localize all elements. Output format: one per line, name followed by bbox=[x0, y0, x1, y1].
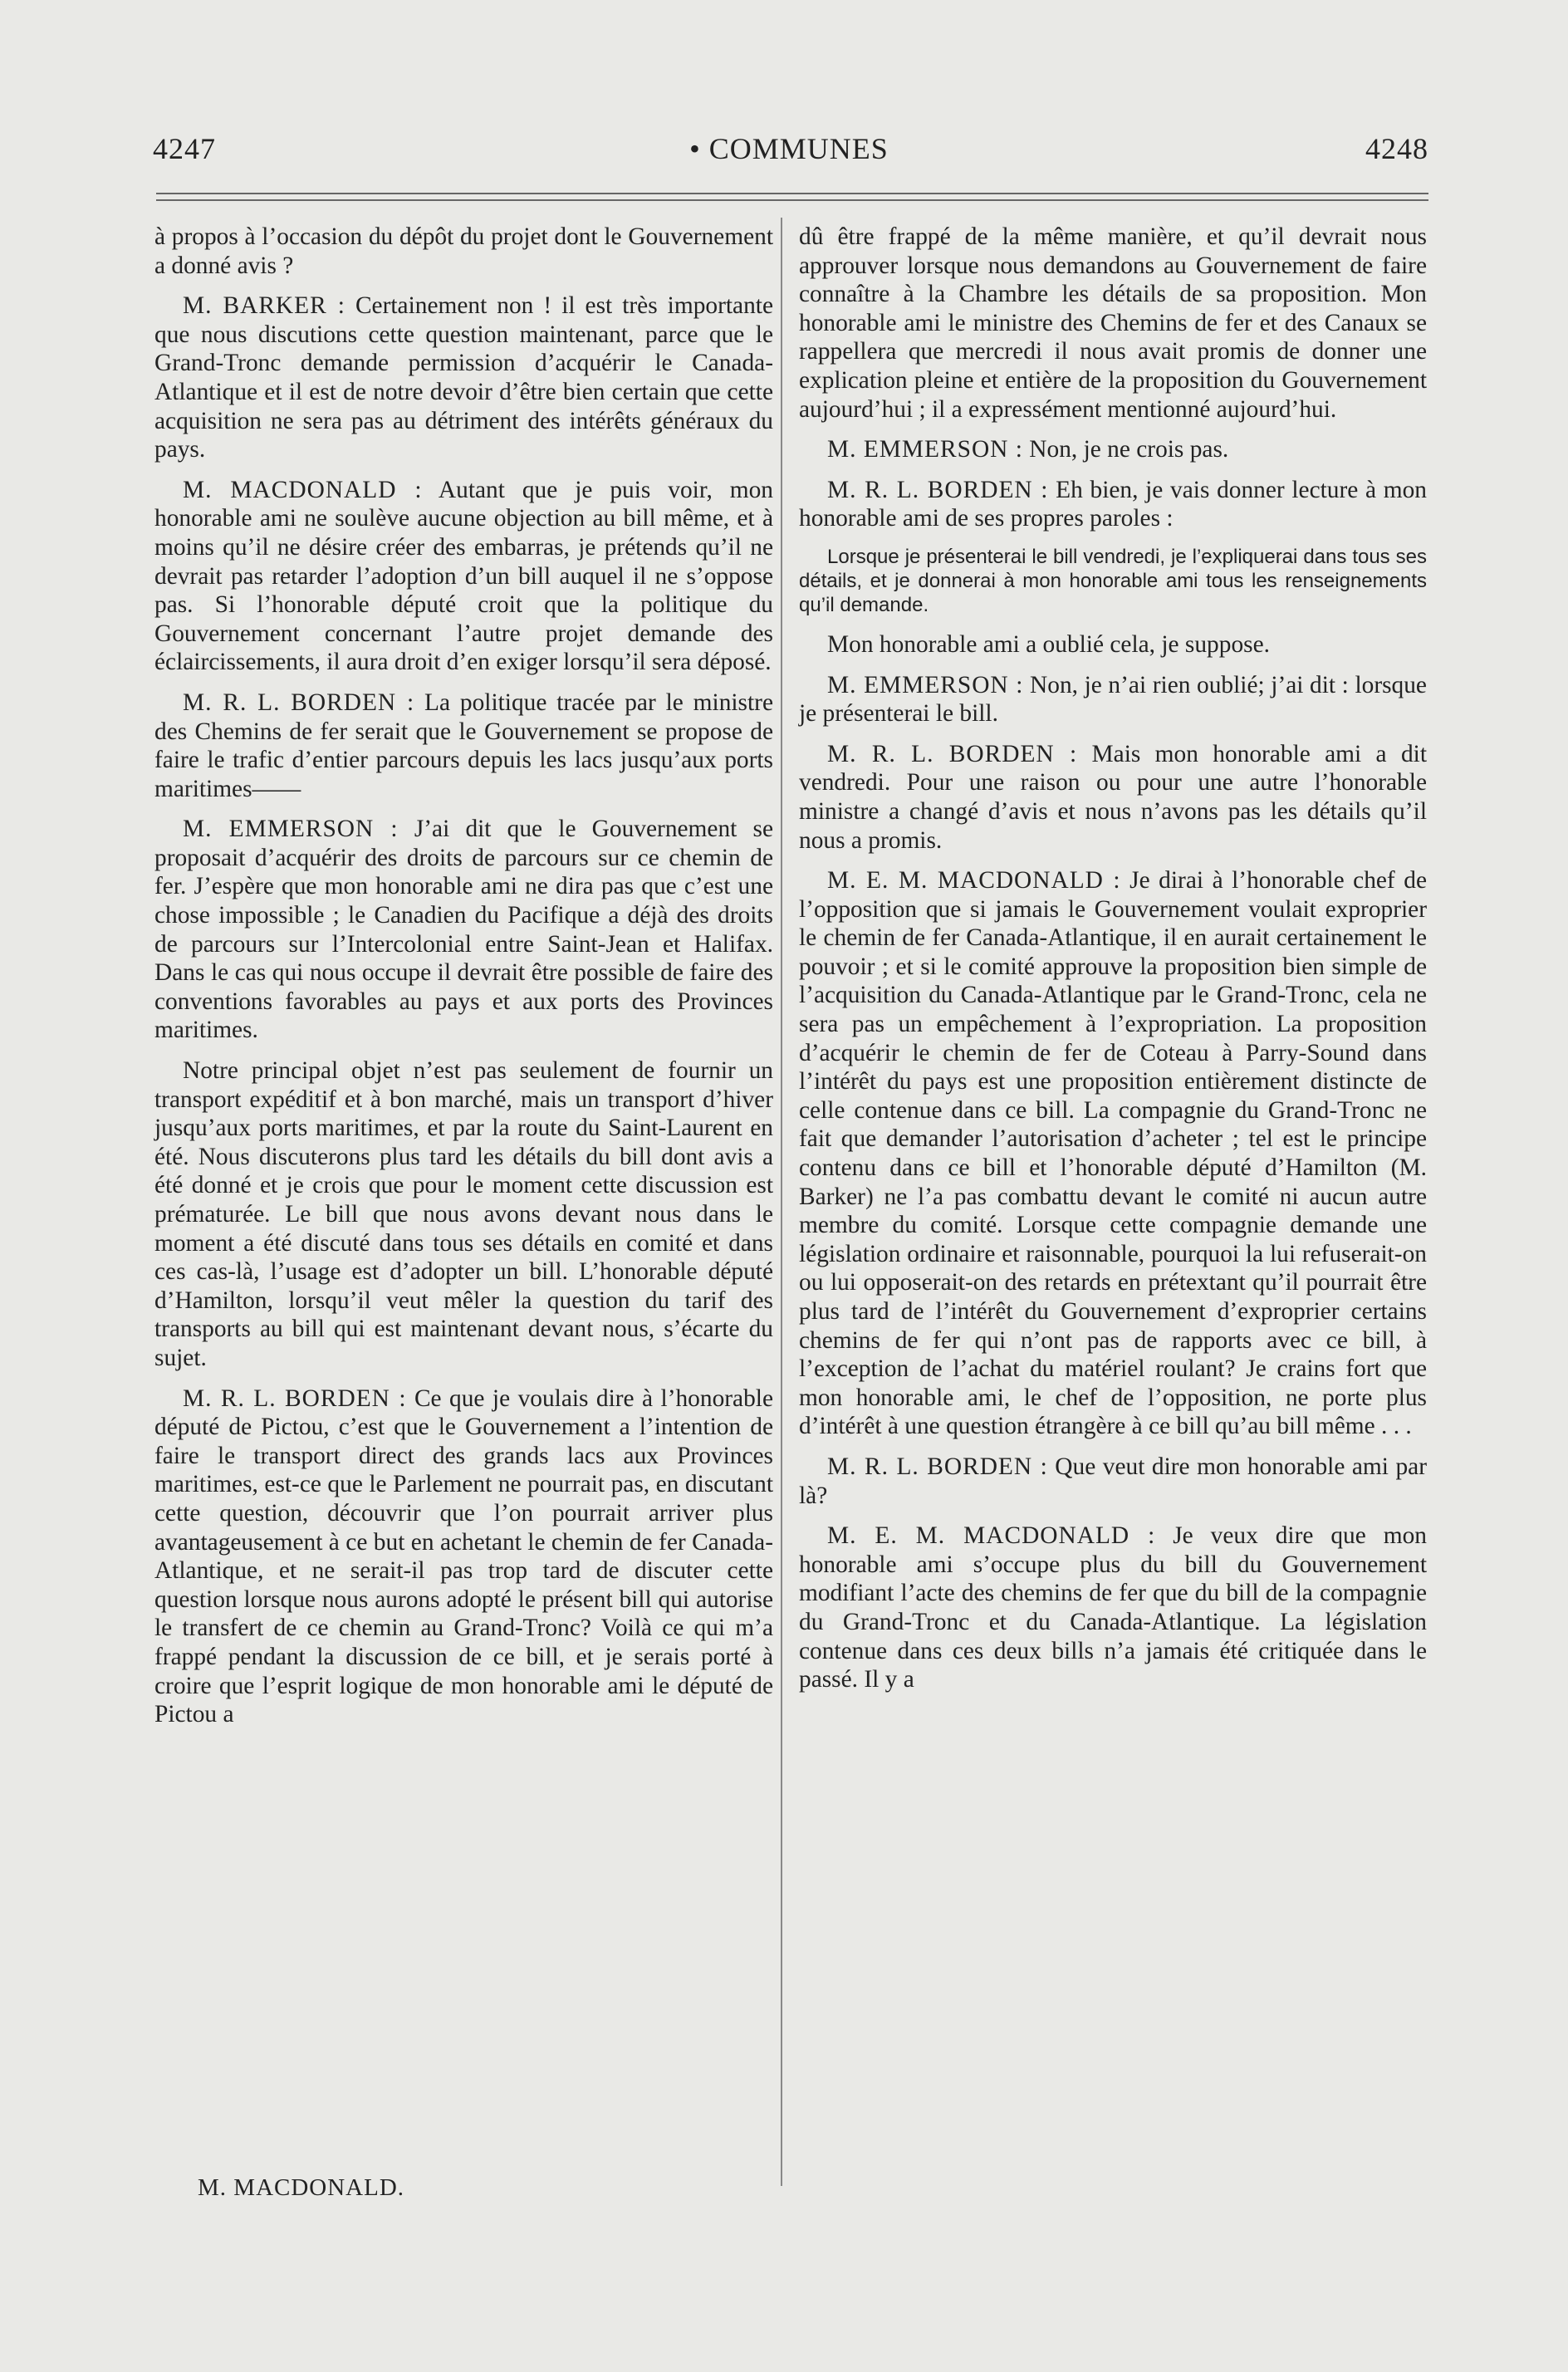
paragraph bbox=[154, 223, 773, 280]
paragraph bbox=[799, 1522, 1427, 1694]
paragraph bbox=[799, 740, 1427, 855]
speaker-name: M. E. M. MACDONALD : bbox=[827, 1522, 1156, 1550]
paragraph bbox=[799, 1453, 1427, 1510]
paragraph-text: Lorsque je présenterai le bill vendredi, je l’expliquerai dans tous ses détails, et je donnerai à mon honorable ami tous les renseignements qu’il demande. bbox=[799, 545, 1427, 616]
left-column bbox=[154, 223, 773, 1741]
speaker-name: M. MACDONALD : bbox=[183, 476, 423, 503]
paragraph-text: Mon honorable ami a oublié cela, je suppose. bbox=[827, 630, 1270, 658]
speaker-name: M. R. L. BORDEN : bbox=[183, 1384, 407, 1412]
paragraph bbox=[154, 1056, 773, 1373]
paragraph bbox=[154, 815, 773, 1045]
speaker-name: M. EMMERSON : bbox=[827, 436, 1023, 463]
paragraph-text: Non, je ne crois pas. bbox=[1029, 436, 1229, 463]
paragraph bbox=[799, 545, 1427, 617]
paragraph-text: Autant que je puis voir, mon honorable ami ne soulève aucune objection au bill même, et à moins qu’il ne désire créer des embarras, je prétends qu’il ne devrait pas retarder l’adoption d’un bill auquel il ne s’oppose pas. Si l’honorable député croit que la politique du Gouvernement concernant l’autre projet demande des éclaircissements, il aura droit d’en exiger lorsqu’il sera déposé. bbox=[154, 476, 774, 676]
paragraph-text: Ce que je voulais dire à l’honorable député de Pictou, c’est que le Gouvernement a l’intention de faire le transport direct des grands lacs aux Provinces maritimes, est-ce que le Parlement ne pourrait pas, en discutant cette question, découvrir que l’on pourrait arriver plus avantageusement à ce but en achetant le chemin de fer Canada-Atlantique, et ne serait-il pas trop tard de discuter cette question lorsque nous aurons adopté le présent bill qui autorise le transfert de ce chemin au Grand-Tronc? Voilà ce qui m’a frappé pendant la discussion de ce bill, et je serais porté à croire que l’esprit logique de mon honorable ami le député de Pictou a bbox=[154, 1384, 773, 1728]
speaker-name: M. R. L. BORDEN : bbox=[827, 1453, 1048, 1480]
speaker-name: M. R. L. BORDEN : bbox=[827, 476, 1049, 503]
paragraph-text: Je dirai à l’honorable chef de l’opposition que si jamais le Gouvernement voulait exproprier le chemin de fer Canada-Atlantique, il en aurait certainement le pouvoir ; et si le comité approuve la proposition bien simple de l’acquisition du Canada-Atlantique par le Grand-Tronc, cela ne sera pas un empêchement à l’expropriation. La proposition d’acquérir le chemin de fer de Coteau à Parry-Sound dans l’intérêt du pays est une proposition entièrement distincte de celle contenue dans ce bill. La compagnie du Grand-Tronc ne fait que demander l’autorisation d’acheter ; tel est le principe contenu dans ce bill et l’honorable député d’Hamilton (M. Barker) ne l’a pas combattu devant le comité ni aucun autre membre du comité. Lorsque cette compagnie demande une législation ordinaire et raisonnable, pourquoi la lui refuserait-on ou lui opposerait-on des retards en prétextant qu’il pourrait être plus tard de l’intérêt du Gouvernement d’exproprier certains chemins de fer qui n’ont pas de rapports avec ce bill, à l’exception de l’achat du matériel roulant? Je crains fort que mon honorable ami, le chef de l’opposition, ne porte plus d’intérêt à une question étrangère à ce bill qu’au bill même . . . bbox=[799, 867, 1427, 1440]
header-rule-bottom bbox=[156, 199, 1428, 201]
paragraph bbox=[154, 689, 773, 803]
paragraph-text: J’ai dit que le Gouvernement se proposait d’acquérir des droits de parcours sur ce chemin de fer. J’espère que mon honorable ami ne dira pas que c’est une chose impossible ; le Canadien du Pacifique a déjà des droits de parcours sur l’Intercolonial entre Saint-Jean et Halifax. Dans le cas qui nous occupe il devrait être possible de faire des conventions favorables au pays et aux ports des Provinces maritimes. bbox=[154, 816, 774, 1044]
right-column bbox=[799, 223, 1427, 1706]
paragraph-text: Mais mon honorable ami a dit vendredi. Pour une raison ou pour une autre l’honorable ministre a changé d’avis et nous n’avons pas les détails qu’il nous a promis. bbox=[799, 740, 1427, 854]
speaker-name: M. BARKER : bbox=[183, 292, 345, 320]
catchword: M. MACDONALD. bbox=[198, 2174, 405, 2201]
paragraph bbox=[799, 866, 1427, 1441]
paragraph bbox=[799, 223, 1427, 424]
speaker-name: M. E. M. MACDONALD : bbox=[827, 867, 1121, 894]
paragraph-text: Je veux dire que mon honorable ami s’occupe plus du bill du Gouvernement modifiant l’acte des chemins de fer que du bill de la compagnie du Grand-Tronc et du Canada-Atlantique. La législation contenue dans ces deux bills n’a jamais été critiquée dans le passé. Il y a bbox=[799, 1522, 1427, 1693]
column-divider bbox=[781, 218, 782, 2186]
paragraph-text: Eh bien, je vais donner lecture à mon honorable ami de ses propres paroles : bbox=[799, 476, 1427, 532]
paragraph bbox=[799, 671, 1427, 728]
paragraph-text: La politique tracée par le ministre des Chemins de fer serait que le Gouvernement se propose de faire le trafic d’entier parcours depuis les lacs jusqu’aux ports maritimes—— bbox=[154, 689, 773, 802]
speaker-name: M. EMMERSON : bbox=[827, 671, 1024, 698]
paragraph-text: Notre principal objet n’est pas seulement de fournir un transport expéditif et à bon marché, mais un transport d’hiver jusqu’aux ports maritimes, et par la route du Saint-Laurent en été. Nous discuterons plus tard les détails du bill dont avis a été donné et je crois que pour le moment cette discussion est prématurée. Le bill que nous avons devant nous dans le moment a été discuté dans tous ses détails en comité et dans ces cas-là, l’usage est d’adopter un bill. L’honorable député d’Hamilton, lorsqu’il veut mêler la question du tarif des transports au bill qui est maintenant devant nous, s’écarte du sujet. bbox=[154, 1057, 773, 1371]
paragraph-text: à propos à l’occasion du dépôt du projet dont le Gouvernement a donné avis ? bbox=[154, 223, 773, 279]
paragraph-text: Certainement non ! il est très importante que nous discutions cette question maintenant, parce que le Grand-Tronc demande permission d’acquérir le Canada-Atlantique et il est de notre devoir d’être bien certain que cette acquisition ne sera pas au détriment des intérêts généraux du pays. bbox=[154, 292, 773, 463]
paragraph bbox=[154, 292, 773, 464]
paragraph bbox=[154, 1384, 773, 1729]
running-header bbox=[149, 125, 1428, 174]
paragraph-text: Non, je n’ai rien oublié; j’ai dit : lorsque je présenterai le bill. bbox=[799, 671, 1427, 728]
paragraph bbox=[799, 476, 1427, 533]
paragraph-text: Que veut dire mon honorable ami par là? bbox=[799, 1453, 1427, 1509]
paragraph bbox=[799, 630, 1427, 659]
header-rule-top bbox=[156, 193, 1428, 194]
page-number-right: 4248 bbox=[1365, 132, 1428, 165]
paragraph-text: dû être frappé de la même manière, et qu’il devrait nous approuver lorsque nous demandons au Gouvernement de faire connaître à la Chambre les détails de sa proposition. Mon honorable ami le ministre des Chemins de fer et des Canaux se rappellera que mercredi il nous avait promis de donner une explication pleine et entière de la proposition du Gouvernement aujourd’hui ; il a expressément mentionné aujourd’hui. bbox=[799, 223, 1427, 423]
speaker-name: M. R. L. BORDEN : bbox=[183, 689, 415, 716]
speaker-name: M. R. L. BORDEN : bbox=[827, 740, 1078, 767]
page-number-left: 4247 bbox=[153, 132, 216, 165]
running-title: • COMMUNES bbox=[689, 132, 889, 165]
speaker-name: M. EMMERSON : bbox=[183, 816, 399, 843]
paragraph bbox=[154, 476, 773, 677]
paragraph bbox=[799, 435, 1427, 464]
